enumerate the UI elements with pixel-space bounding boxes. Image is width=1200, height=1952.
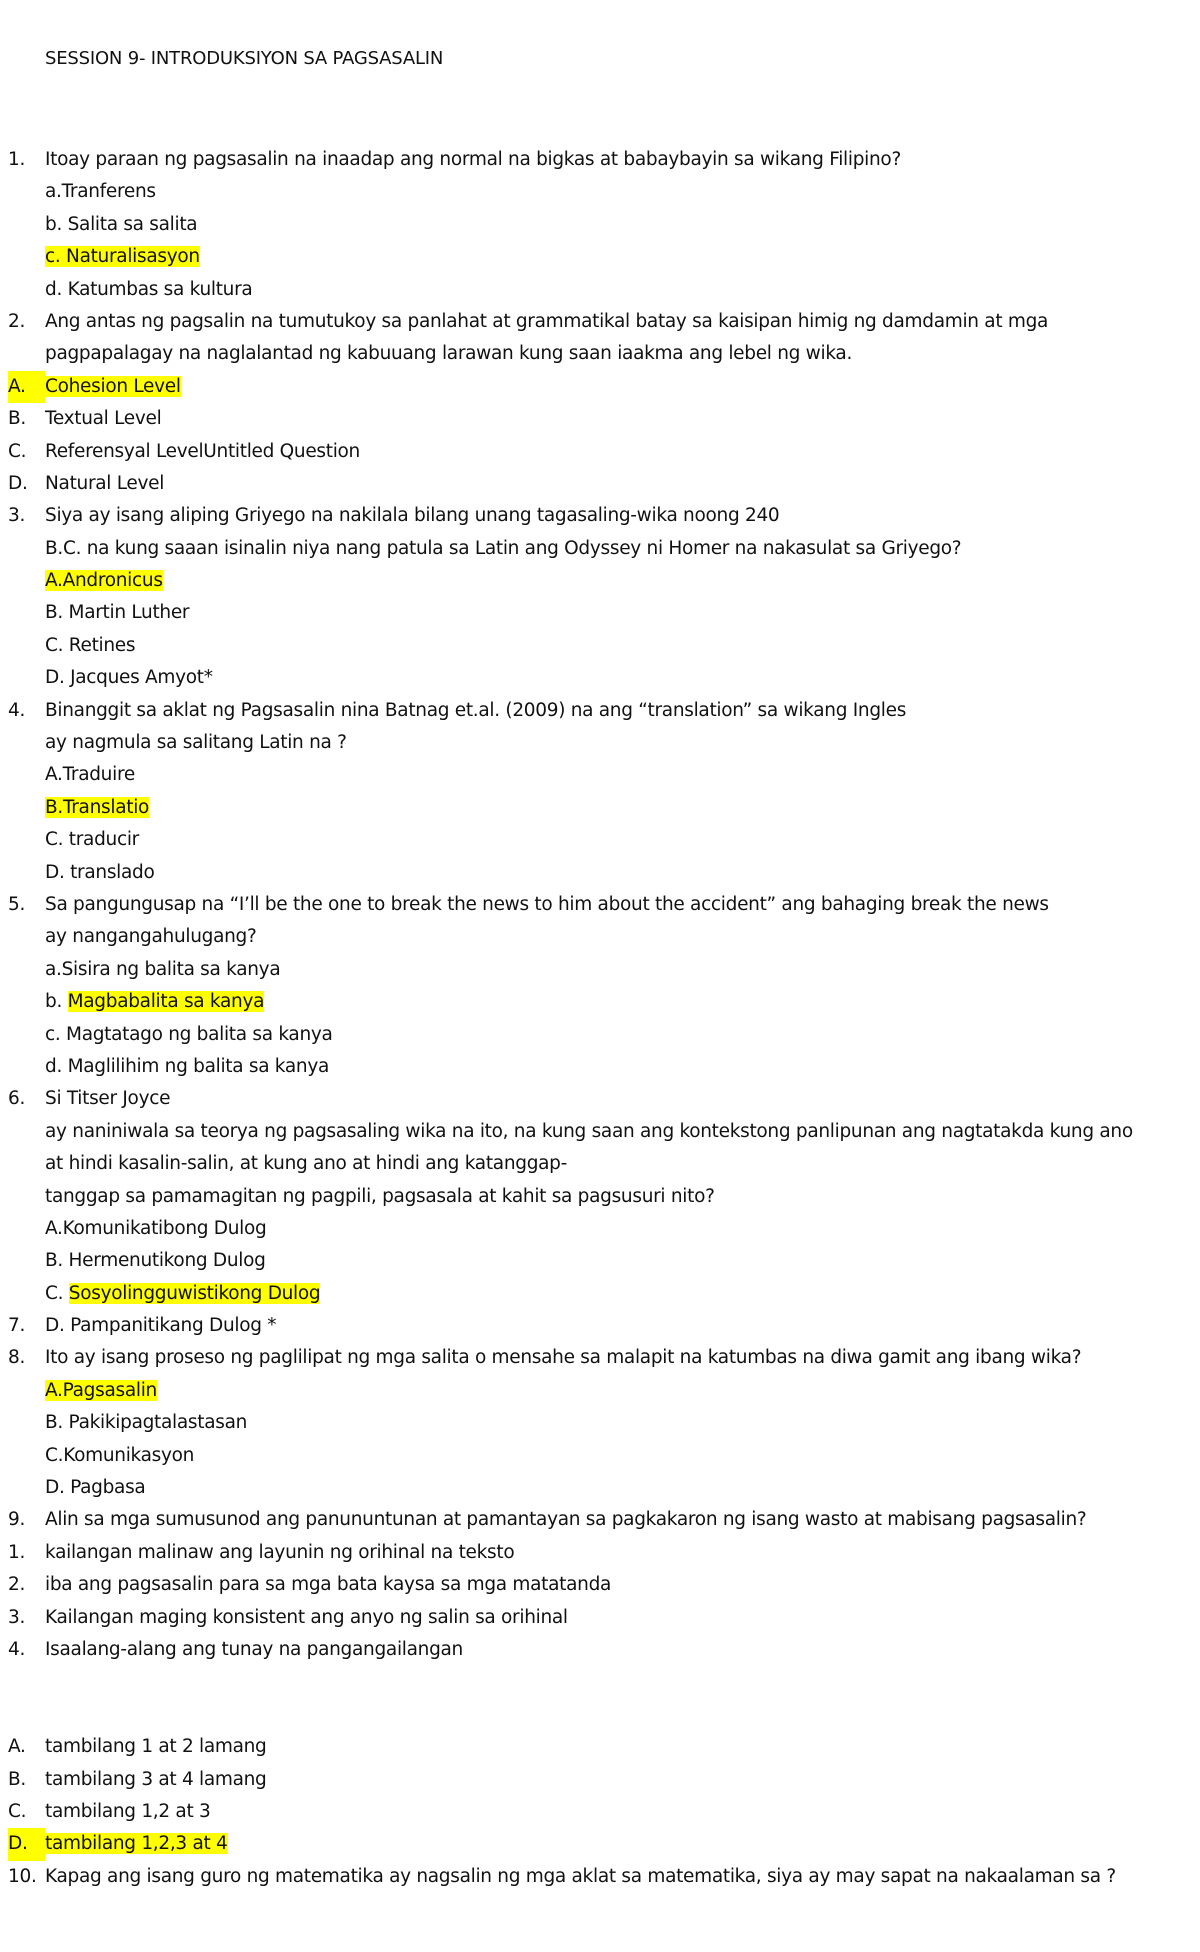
line-content: Siya ay isang aliping Griyego na nakilala bilang unang tagasaling-wika noong 240 xyxy=(45,505,780,527)
line-content: tambilang 1,2 at 3 xyxy=(45,1800,211,1822)
line-content: D. Pampanitikang Dulog * xyxy=(45,1315,277,1337)
list-marker: 6. xyxy=(8,1088,26,1110)
line-text xyxy=(45,176,156,208)
line-text xyxy=(45,274,252,306)
line-text xyxy=(45,954,280,986)
text-line xyxy=(0,695,1200,727)
line-text xyxy=(45,1083,170,1115)
line-content: Natural Level xyxy=(45,472,165,494)
line-text xyxy=(45,759,135,791)
line-text xyxy=(45,468,164,500)
line-text xyxy=(45,1019,333,1051)
list-marker: 8. xyxy=(8,1347,26,1369)
line-text xyxy=(45,1310,276,1342)
text-line xyxy=(0,1213,1200,1245)
line-text xyxy=(45,533,961,565)
line-content: Ang antas ng pagsalin na tumutukoy sa panlahat at grammatikal batay sa kaisipan himig ng damdamin at mga xyxy=(45,310,1049,332)
text-line xyxy=(0,500,1200,532)
line-content: d. Katumbas sa kultura xyxy=(45,278,253,300)
line-text xyxy=(45,921,257,953)
text-line xyxy=(0,630,1200,662)
text-line xyxy=(0,1407,1200,1439)
line-text xyxy=(45,597,189,629)
text-line xyxy=(0,209,1200,241)
text-line xyxy=(0,468,1200,500)
list-marker: C. xyxy=(8,440,27,462)
line-content: C. traducir xyxy=(45,829,139,851)
highlighted-answer: Magbabalita sa kanya xyxy=(67,991,265,1013)
list-marker: D. xyxy=(8,1828,45,1860)
line-content: Kailangan maging konsistent ang anyo ng salin sa orihinal xyxy=(45,1606,568,1628)
text-line xyxy=(0,1310,1200,1342)
highlighted-answer: A.Andronicus xyxy=(45,570,163,592)
line-text xyxy=(45,306,1048,338)
text-line xyxy=(0,176,1200,208)
list-marker: 5. xyxy=(8,893,26,915)
line-text xyxy=(45,500,779,532)
list-marker: B. xyxy=(8,1768,26,1790)
text-line xyxy=(0,1796,1200,1828)
list-marker: A. xyxy=(8,1736,26,1758)
list-marker: 7. xyxy=(8,1315,26,1337)
line-content: B. Martin Luther xyxy=(45,602,190,624)
line-content: B. Pakikipagtalastasan xyxy=(45,1412,248,1434)
line-text xyxy=(45,1537,514,1569)
line-content: ay nangangahulugang? xyxy=(45,926,257,948)
line-text xyxy=(45,371,181,403)
line-content: tambilang 1 at 2 lamang xyxy=(45,1736,267,1758)
line-text xyxy=(45,1504,1086,1536)
text-line xyxy=(0,144,1200,176)
text-line xyxy=(0,954,1200,986)
blank-line xyxy=(0,1699,1200,1731)
line-content: b. Salita sa salita xyxy=(45,213,198,235)
line-text xyxy=(45,1213,266,1245)
text-line xyxy=(0,986,1200,1018)
text-line xyxy=(0,792,1200,824)
list-marker: 9. xyxy=(8,1509,26,1531)
list-marker: 3. xyxy=(8,1606,26,1628)
line-text xyxy=(45,1602,568,1634)
line-text xyxy=(45,1051,329,1083)
line-content: D. Pagbasa xyxy=(45,1477,146,1499)
text-line xyxy=(0,1634,1200,1666)
list-marker: 2. xyxy=(8,310,26,332)
line-content: iba ang pagsasalin para sa mga bata kaysa sa mga matatanda xyxy=(45,1574,612,1596)
line-content: C.Komunikasyon xyxy=(45,1444,195,1466)
text-line xyxy=(0,533,1200,565)
line-text xyxy=(45,1634,463,1666)
text-line xyxy=(0,1342,1200,1374)
text-line xyxy=(0,824,1200,856)
line-text xyxy=(45,1796,210,1828)
text-line xyxy=(0,1375,1200,1407)
blank-line xyxy=(0,1666,1200,1698)
line-text xyxy=(45,1278,320,1310)
line-content: a.Tranferens xyxy=(45,181,156,203)
highlighted-answer: c. Naturalisasyon xyxy=(45,246,200,268)
line-text xyxy=(45,403,161,435)
line-text xyxy=(45,1569,611,1601)
line-content: a.Sisira ng balita sa kanya xyxy=(45,958,281,980)
text-line xyxy=(0,1083,1200,1115)
list-marker: A. xyxy=(8,371,45,403)
list-marker: 1. xyxy=(8,149,26,170)
text-line xyxy=(0,662,1200,694)
text-line xyxy=(0,565,1200,597)
line-text xyxy=(45,1861,1116,1893)
text-line xyxy=(0,1245,1200,1277)
line-text xyxy=(45,1116,1133,1148)
list-marker: 10. xyxy=(8,1865,37,1887)
line-text xyxy=(45,986,264,1018)
text-line xyxy=(0,1828,1200,1860)
text-line xyxy=(0,1116,1200,1148)
line-content: pagpapalagay na naglalantad ng kabuuang larawan kung saan iaakma ang lebel ng wika. xyxy=(45,343,853,365)
document-title: SESSION 9- INTRODUKSIYON SA PAGSASALIN xyxy=(45,48,444,69)
list-marker: 2. xyxy=(8,1574,26,1596)
text-line xyxy=(0,921,1200,953)
line-content: D. translado xyxy=(45,861,155,883)
line-text xyxy=(45,857,155,889)
highlighted-answer: B.Translatio xyxy=(45,796,150,818)
line-content: Si Titser Joyce xyxy=(45,1088,171,1110)
line-text xyxy=(45,792,149,824)
text-line xyxy=(0,1019,1200,1051)
highlighted-answer: Sosyolingguwistikong Dulog xyxy=(68,1282,321,1304)
line-text xyxy=(45,565,163,597)
line-text xyxy=(45,1181,715,1213)
line-text xyxy=(45,1472,145,1504)
text-line xyxy=(0,1569,1200,1601)
text-line xyxy=(0,306,1200,338)
text-line xyxy=(0,1472,1200,1504)
list-marker: 4. xyxy=(8,699,26,721)
text-line xyxy=(0,727,1200,759)
line-content: tambilang 3 at 4 lamang xyxy=(45,1768,267,1790)
line-content: tanggap sa pamamagitan ng pagpili, pagsasala at kahit sa pagsusuri nito? xyxy=(45,1185,715,1207)
line-content: Kapag ang isang guro ng matematika ay nagsalin ng mga aklat sa matematika, siya ay may sapat na nakaalaman sa ? xyxy=(45,1865,1116,1887)
text-line xyxy=(0,403,1200,435)
line-text xyxy=(45,824,139,856)
option-prefix: b. xyxy=(45,991,68,1013)
text-line xyxy=(0,1602,1200,1634)
highlighted-answer: Cohesion Level xyxy=(45,375,181,397)
line-content: Isaalang-alang ang tunay na pangangailangan xyxy=(45,1638,463,1660)
text-line xyxy=(0,1861,1200,1893)
line-text xyxy=(45,144,901,176)
text-line xyxy=(0,1731,1200,1763)
line-content: D. Jacques Amyot* xyxy=(45,667,213,689)
text-line xyxy=(0,1148,1200,1180)
line-content: kailangan malinaw ang layunin ng orihinal na teksto xyxy=(45,1541,515,1563)
list-marker: D. xyxy=(8,472,28,494)
text-line xyxy=(0,597,1200,629)
list-marker: 4. xyxy=(8,1638,26,1660)
line-content: B.C. na kung saaan isinalin niya nang patula sa Latin ang Odyssey ni Homer na nakasulat sa Griyego? xyxy=(45,537,962,559)
text-line xyxy=(0,338,1200,370)
line-content: Sa pangungusap na “I’ll be the one to break the news to him about the accident” ang bahaging break the news xyxy=(45,893,1049,915)
list-marker: 1. xyxy=(8,1541,26,1563)
line-content: at hindi kasalin-salin, at kung ano at hindi ang katanggap- xyxy=(45,1153,567,1175)
line-text xyxy=(45,241,200,273)
line-text xyxy=(45,338,852,370)
line-content: C. Retines xyxy=(45,634,136,656)
line-text xyxy=(45,695,906,727)
line-text xyxy=(45,436,360,468)
line-content: Itoay paraan ng pagsasalin na inaadap ang normal na bigkas at babaybayin sa wikang Filipino? xyxy=(45,149,901,170)
line-text xyxy=(45,1440,194,1472)
line-text xyxy=(45,662,213,694)
line-content: A.Komunikatibong Dulog xyxy=(45,1217,267,1239)
text-line xyxy=(0,1504,1200,1536)
line-text xyxy=(45,889,1049,921)
text-line xyxy=(0,1537,1200,1569)
line-text xyxy=(45,1148,567,1180)
highlighted-answer: A.Pagsasalin xyxy=(45,1379,157,1401)
text-line xyxy=(0,371,1200,403)
text-line xyxy=(0,1278,1200,1310)
line-content: A.Traduire xyxy=(45,764,135,786)
line-content: d. Maglilihim ng balita sa kanya xyxy=(45,1055,330,1077)
line-text xyxy=(45,1245,266,1277)
text-line xyxy=(0,1051,1200,1083)
line-text xyxy=(45,1764,267,1796)
text-line xyxy=(0,1440,1200,1472)
text-line xyxy=(0,889,1200,921)
line-content: ay nagmula sa salitang Latin na ? xyxy=(45,732,347,754)
line-text xyxy=(45,1407,247,1439)
line-text xyxy=(45,630,135,662)
list-marker: C. xyxy=(8,1800,27,1822)
line-content: ay naniniwala sa teorya ng pagsasaling wika na ito, na kung saan ang kontekstong panlipunan ang nagtatakda kung ano xyxy=(45,1120,1133,1142)
text-line xyxy=(0,1764,1200,1796)
text-line xyxy=(0,241,1200,273)
text-line xyxy=(0,1181,1200,1213)
line-text xyxy=(45,209,197,241)
line-text xyxy=(45,1828,228,1860)
line-text xyxy=(45,1375,157,1407)
text-line xyxy=(0,759,1200,791)
line-text xyxy=(45,727,347,759)
line-content: Binanggit sa aklat ng Pagsasalin nina Batnag et.al. (2009) na ang “translation” sa wikang Ingles xyxy=(45,699,907,721)
list-marker: B. xyxy=(8,408,26,430)
line-content: Alin sa mga sumusunod ang panununtunan at pamantayan sa pagkakaron ng isang wasto at mabisang pagsasalin? xyxy=(45,1509,1087,1531)
line-content: Textual Level xyxy=(45,408,162,430)
line-text xyxy=(45,1342,1081,1374)
option-prefix: C. xyxy=(45,1282,69,1304)
document-body xyxy=(0,144,1200,1893)
line-text xyxy=(45,1731,267,1763)
text-line xyxy=(0,274,1200,306)
line-content: Referensyal LevelUntitled Question xyxy=(45,440,360,462)
line-content: c. Magtatago ng balita sa kanya xyxy=(45,1023,333,1045)
text-line xyxy=(0,857,1200,889)
line-content: Ito ay isang proseso ng paglilipat ng mga salita o mensahe sa malapit na katumbas na diwa gamit ang ibang wika? xyxy=(45,1347,1082,1369)
list-marker: 3. xyxy=(8,505,26,527)
text-line xyxy=(0,436,1200,468)
highlighted-answer: tambilang 1,2,3 at 4 xyxy=(45,1833,228,1855)
line-content: B. Hermenutikong Dulog xyxy=(45,1250,266,1272)
